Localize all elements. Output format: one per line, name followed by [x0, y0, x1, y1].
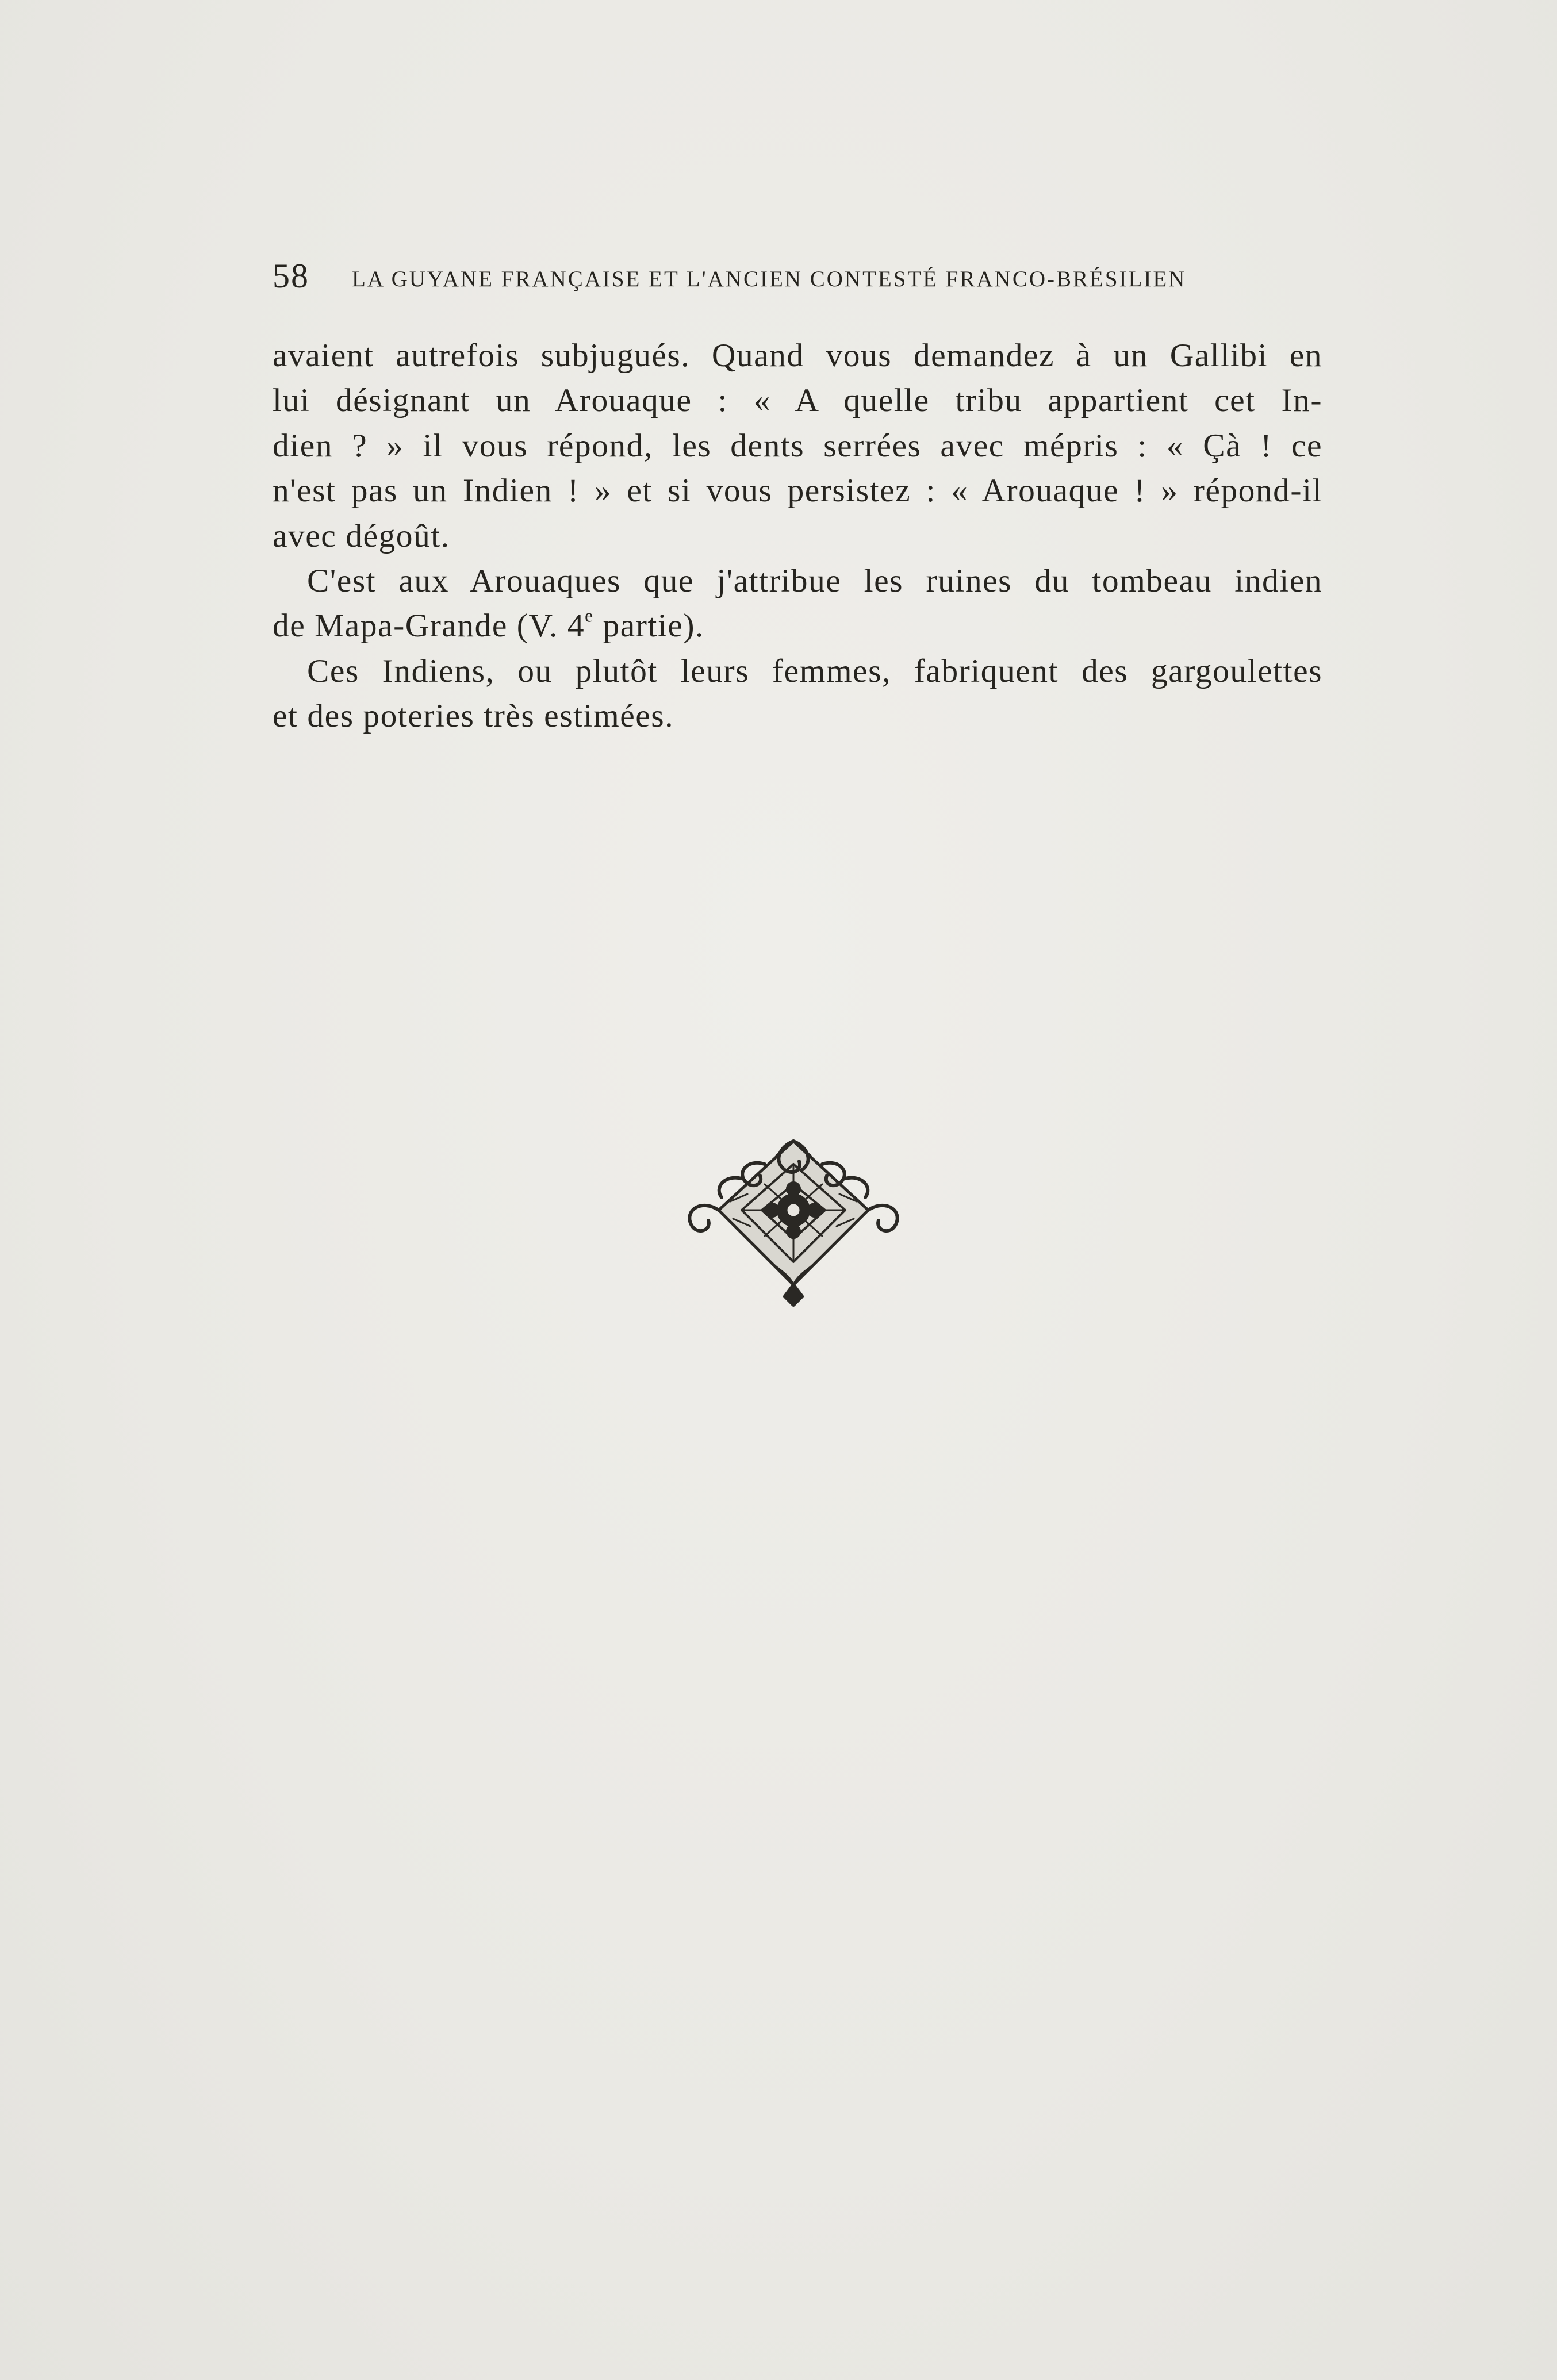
fleuron-ornament-icon	[678, 1130, 908, 1308]
running-head	[273, 253, 1250, 305]
text-line: Ces Indiens, ou plutôt leurs femmes, fabriquent des gargoulettes	[307, 652, 1322, 689]
paragraph-1	[273, 333, 1322, 559]
text-line: avaient autrefois subjugués. Quand vous demandez à un Gallibi en	[273, 337, 1322, 374]
text-line: dien ? » il vous répond, les dents serrées avec mépris : « Çà ! ce	[273, 427, 1322, 464]
text-line: lui désignant un Arouaque : « A quelle tribu appartient cet In-	[273, 382, 1322, 419]
text-line-with-superscript	[273, 604, 1322, 648]
text-line: avec dégoût.	[273, 517, 450, 554]
text-line: et des poteries très estimées.	[273, 698, 674, 735]
text-fragment: partie).	[593, 608, 704, 644]
paragraph-2	[273, 559, 1322, 739]
text-line: n'est pas un Indien ! » et si vous persistez : « Arouaque ! » répond-il	[273, 473, 1322, 509]
body-text	[273, 333, 1322, 739]
superscript: e	[585, 606, 594, 627]
page-number: 58	[273, 257, 309, 295]
text-line: C'est aux Arouaques que j'attribue les ruines du tombeau indien	[307, 563, 1322, 600]
text-fragment: de Mapa-Grande (V. 4	[273, 608, 585, 644]
running-title: LA GUYANE FRANÇAISE ET L'ANCIEN CONTESTÉ FRANCO-BRÉSILIEN	[352, 267, 1187, 291]
